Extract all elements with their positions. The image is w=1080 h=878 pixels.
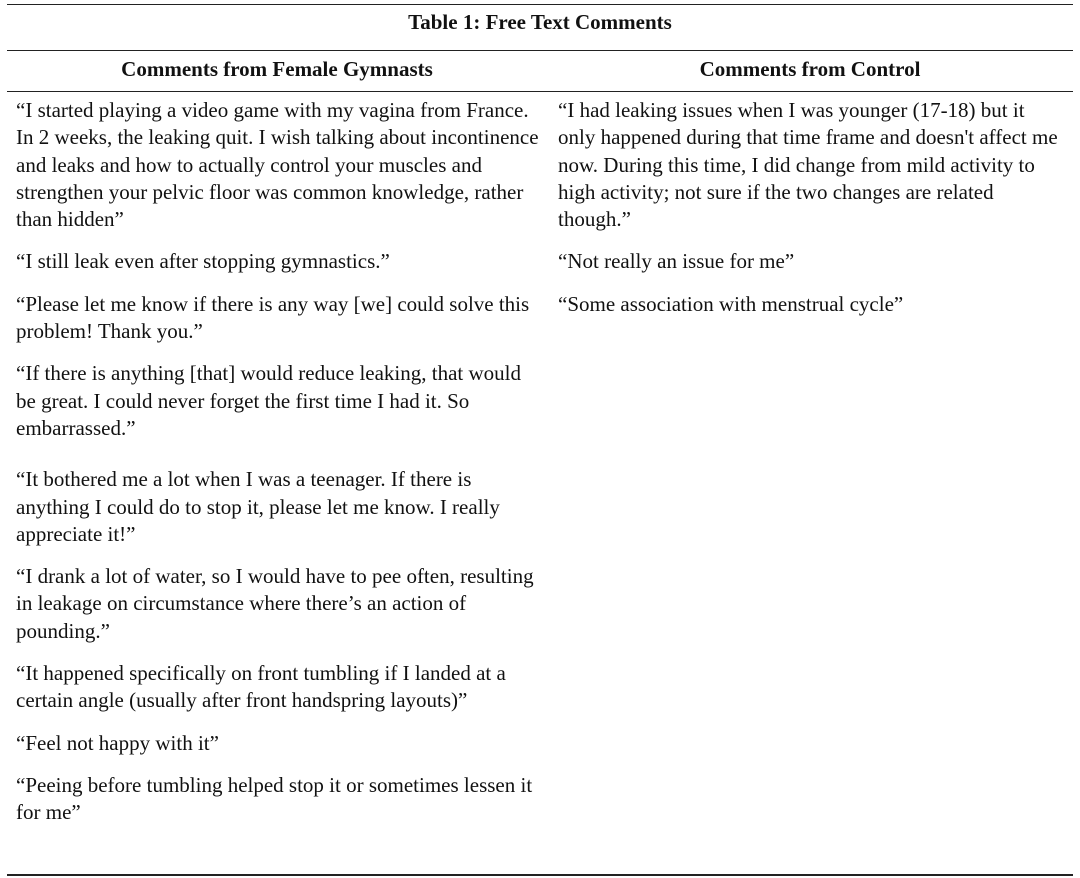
header-control: Comments from Control <box>699 57 921 81</box>
gymnast-comment: “Peeing before tumbling helped stop it or sometimes lessen it for me” <box>16 772 533 825</box>
control-comment: “I had leaking issues when I was younger (17-18) but it only happened during that time frame and doesn't affect me now. During this time, I did change from mild activity to high activity; not sure if the two changes are related though.” <box>558 98 1058 232</box>
gymnast-comment: “I still leak even after stopping gymnastics.” <box>16 249 390 274</box>
gymnast-comment: “I drank a lot of water, so I would have to pee often, resulting in leakage on circumstance where there’s an action of pounding.” <box>16 564 534 643</box>
gymnast-comment: “Please let me know if there is any way [we] could solve this problem! Thank you.” <box>16 291 530 344</box>
header-rule <box>7 91 1073 92</box>
title-rule <box>7 50 1073 51</box>
header-gymnasts: Comments from Female Gymnasts <box>121 57 433 81</box>
gymnast-comment: “If there is anything [that] would reduce leaking, that would be great. I could never forget the first time I had it. So embarrassed.” <box>16 361 522 440</box>
control-comments-column <box>558 97 1058 333</box>
top-rule <box>7 4 1073 5</box>
control-comment: “Not really an issue for me” <box>558 249 795 274</box>
gymnast-comment: “Feel not happy with it” <box>16 730 219 755</box>
gymnast-comment: “It happened specifically on front tumbling if I landed at a certain angle (usually after front handspring layouts)” <box>16 661 506 713</box>
gymnast-comments-column <box>16 97 541 827</box>
gymnast-comment: “I started playing a video game with my vagina from France. In 2 weeks, the leaking quit. I wish talking about incontinence and leaks and how to actually control your muscles and strengthen your pelvic floor was common knowledge, rather than hidden” <box>16 98 539 232</box>
free-text-comments-table <box>7 0 1073 878</box>
control-comment: “Some association with menstrual cycle” <box>558 291 904 316</box>
bottom-rule <box>7 874 1073 876</box>
gymnast-comment: “It bothered me a lot when I was a teenager. If there is anything I could do to stop it, please let me know. I really appreciate it!” <box>16 467 500 546</box>
table-title: Table 1: Free Text Comments <box>408 10 672 34</box>
